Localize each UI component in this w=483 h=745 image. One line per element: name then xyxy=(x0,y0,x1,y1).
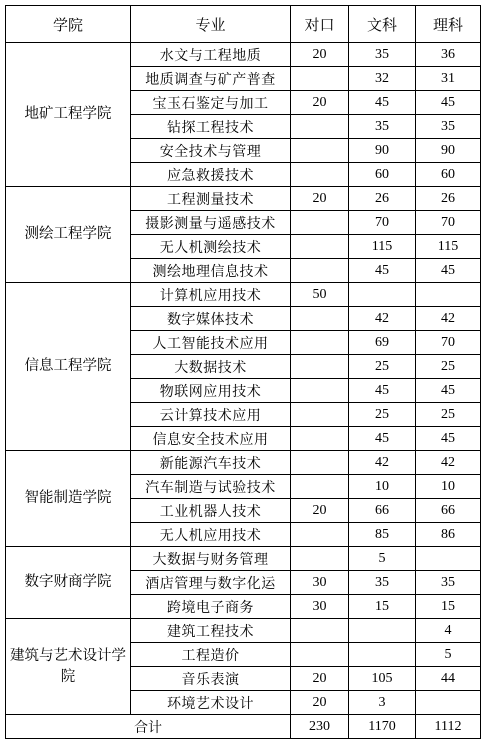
duikou-cell xyxy=(291,355,349,379)
duikou-cell xyxy=(291,115,349,139)
like-cell: 115 xyxy=(416,235,481,259)
wenke-cell: 85 xyxy=(349,523,416,547)
like-cell: 25 xyxy=(416,355,481,379)
major-cell: 工程造价 xyxy=(131,643,291,667)
wenke-cell: 3 xyxy=(349,691,416,715)
major-cell: 汽车制造与试验技术 xyxy=(131,475,291,499)
like-cell: 45 xyxy=(416,427,481,451)
college-cell: 地矿工程学院 xyxy=(6,43,131,187)
total-like: 1112 xyxy=(416,715,481,739)
major-cell: 大数据技术 xyxy=(131,355,291,379)
like-cell: 45 xyxy=(416,259,481,283)
duikou-cell xyxy=(291,643,349,667)
wenke-cell: 26 xyxy=(349,187,416,211)
major-cell: 测绘地理信息技术 xyxy=(131,259,291,283)
wenke-cell xyxy=(349,619,416,643)
like-cell: 25 xyxy=(416,403,481,427)
duikou-cell xyxy=(291,211,349,235)
major-cell: 酒店管理与数字化运 xyxy=(131,571,291,595)
duikou-cell: 20 xyxy=(291,691,349,715)
major-cell: 环境艺术设计 xyxy=(131,691,291,715)
total-label: 合计 xyxy=(6,715,291,739)
like-cell: 44 xyxy=(416,667,481,691)
college-cell: 测绘工程学院 xyxy=(6,187,131,283)
duikou-cell: 20 xyxy=(291,499,349,523)
duikou-cell: 20 xyxy=(291,667,349,691)
like-cell xyxy=(416,547,481,571)
like-cell: 10 xyxy=(416,475,481,499)
major-cell: 宝玉石鉴定与加工 xyxy=(131,91,291,115)
wenke-cell: 32 xyxy=(349,67,416,91)
like-cell: 31 xyxy=(416,67,481,91)
like-cell: 15 xyxy=(416,595,481,619)
major-cell: 信息安全技术应用 xyxy=(131,427,291,451)
wenke-cell: 90 xyxy=(349,139,416,163)
like-cell: 86 xyxy=(416,523,481,547)
wenke-cell: 5 xyxy=(349,547,416,571)
wenke-cell: 105 xyxy=(349,667,416,691)
duikou-cell: 50 xyxy=(291,283,349,307)
like-cell: 45 xyxy=(416,379,481,403)
duikou-cell xyxy=(291,259,349,283)
major-cell: 应急救援技术 xyxy=(131,163,291,187)
duikou-cell xyxy=(291,427,349,451)
wenke-cell: 69 xyxy=(349,331,416,355)
like-cell: 35 xyxy=(416,571,481,595)
major-cell: 摄影测量与遥感技术 xyxy=(131,211,291,235)
total-wenke: 1170 xyxy=(349,715,416,739)
major-cell: 音乐表演 xyxy=(131,667,291,691)
duikou-cell xyxy=(291,475,349,499)
major-cell: 跨境电子商务 xyxy=(131,595,291,619)
like-cell: 70 xyxy=(416,211,481,235)
duikou-cell: 20 xyxy=(291,91,349,115)
major-cell: 物联网应用技术 xyxy=(131,379,291,403)
table-row xyxy=(6,619,481,643)
major-cell: 大数据与财务管理 xyxy=(131,547,291,571)
duikou-cell xyxy=(291,235,349,259)
like-cell xyxy=(416,691,481,715)
major-cell: 水文与工程地质 xyxy=(131,43,291,67)
header-like: 理科 xyxy=(416,6,481,43)
table-row xyxy=(6,43,481,67)
wenke-cell: 45 xyxy=(349,259,416,283)
like-cell: 45 xyxy=(416,91,481,115)
like-cell: 42 xyxy=(416,451,481,475)
major-cell: 工程测量技术 xyxy=(131,187,291,211)
major-cell: 钻探工程技术 xyxy=(131,115,291,139)
enrollment-table xyxy=(5,5,481,739)
header-college: 学院 xyxy=(6,6,131,43)
college-cell: 建筑与艺术设计学院 xyxy=(6,619,131,715)
major-cell: 建筑工程技术 xyxy=(131,619,291,643)
duikou-cell xyxy=(291,523,349,547)
duikou-cell xyxy=(291,307,349,331)
like-cell: 42 xyxy=(416,307,481,331)
header-major: 专业 xyxy=(131,6,291,43)
college-cell: 信息工程学院 xyxy=(6,283,131,451)
wenke-cell: 45 xyxy=(349,427,416,451)
wenke-cell: 66 xyxy=(349,499,416,523)
wenke-cell: 42 xyxy=(349,307,416,331)
wenke-cell: 35 xyxy=(349,43,416,67)
college-cell: 数字财商学院 xyxy=(6,547,131,619)
wenke-cell: 35 xyxy=(349,115,416,139)
duikou-cell xyxy=(291,403,349,427)
duikou-cell: 20 xyxy=(291,187,349,211)
wenke-cell: 115 xyxy=(349,235,416,259)
college-cell: 智能制造学院 xyxy=(6,451,131,547)
table-row xyxy=(6,283,481,307)
duikou-cell: 20 xyxy=(291,43,349,67)
table-row xyxy=(6,547,481,571)
duikou-cell xyxy=(291,331,349,355)
wenke-cell: 25 xyxy=(349,355,416,379)
duikou-cell: 30 xyxy=(291,571,349,595)
major-cell: 安全技术与管理 xyxy=(131,139,291,163)
like-cell: 36 xyxy=(416,43,481,67)
like-cell: 26 xyxy=(416,187,481,211)
like-cell: 66 xyxy=(416,499,481,523)
like-cell: 60 xyxy=(416,163,481,187)
major-cell: 云计算技术应用 xyxy=(131,403,291,427)
duikou-cell xyxy=(291,619,349,643)
table-row xyxy=(6,187,481,211)
duikou-cell xyxy=(291,163,349,187)
table-row xyxy=(6,451,481,475)
wenke-cell: 70 xyxy=(349,211,416,235)
wenke-cell: 60 xyxy=(349,163,416,187)
total-duikou: 230 xyxy=(291,715,349,739)
major-cell: 人工智能技术应用 xyxy=(131,331,291,355)
wenke-cell xyxy=(349,283,416,307)
like-cell: 70 xyxy=(416,331,481,355)
major-cell: 新能源汽车技术 xyxy=(131,451,291,475)
duikou-cell xyxy=(291,547,349,571)
major-cell: 工业机器人技术 xyxy=(131,499,291,523)
duikou-cell: 30 xyxy=(291,595,349,619)
wenke-cell xyxy=(349,643,416,667)
table-body xyxy=(6,43,481,715)
wenke-cell: 35 xyxy=(349,571,416,595)
wenke-cell: 42 xyxy=(349,451,416,475)
header-wenke: 文科 xyxy=(349,6,416,43)
header-row xyxy=(6,6,481,43)
like-cell xyxy=(416,283,481,307)
header-duikou: 对口 xyxy=(291,6,349,43)
like-cell: 35 xyxy=(416,115,481,139)
total-row xyxy=(6,715,481,739)
wenke-cell: 45 xyxy=(349,379,416,403)
major-cell: 无人机应用技术 xyxy=(131,523,291,547)
duikou-cell xyxy=(291,451,349,475)
duikou-cell xyxy=(291,139,349,163)
like-cell: 5 xyxy=(416,643,481,667)
major-cell: 地质调查与矿产普查 xyxy=(131,67,291,91)
wenke-cell: 10 xyxy=(349,475,416,499)
wenke-cell: 45 xyxy=(349,91,416,115)
like-cell: 4 xyxy=(416,619,481,643)
major-cell: 无人机测绘技术 xyxy=(131,235,291,259)
wenke-cell: 15 xyxy=(349,595,416,619)
duikou-cell xyxy=(291,67,349,91)
major-cell: 计算机应用技术 xyxy=(131,283,291,307)
duikou-cell xyxy=(291,379,349,403)
wenke-cell: 25 xyxy=(349,403,416,427)
like-cell: 90 xyxy=(416,139,481,163)
major-cell: 数字媒体技术 xyxy=(131,307,291,331)
